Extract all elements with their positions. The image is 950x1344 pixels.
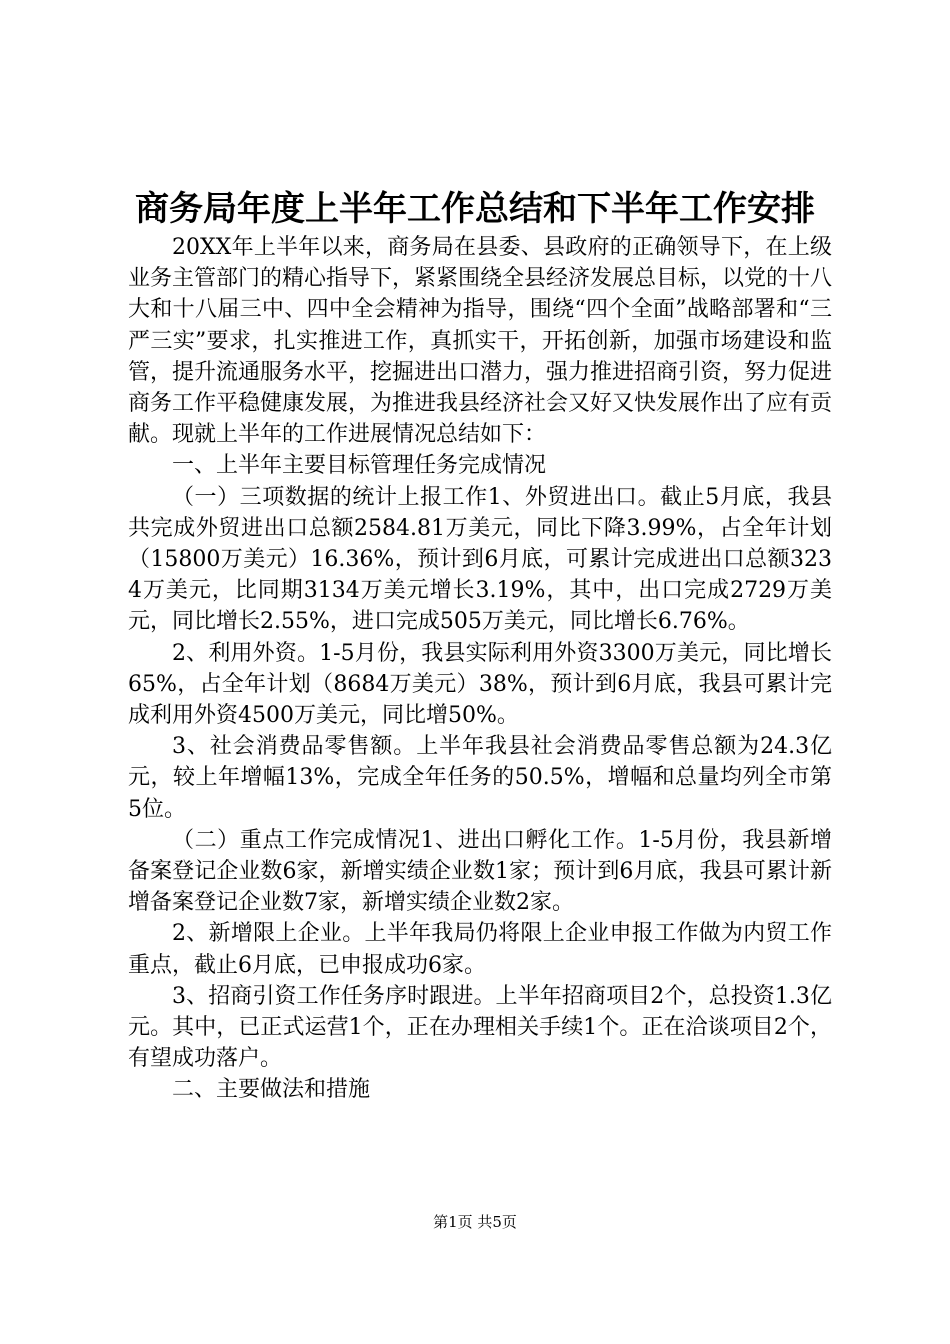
paragraph-intro: 20XX年上半年以来，商务局在县委、县政府的正确领导下，在上级业务主管部门的精心指导下，紧紧围绕全县经济发展总目标，以党的十八大和十八届三中、四中全会精神为指导，围绕“四个全面”战略部署和“三严三实”要求，扎实推进工作，真抓实干，开拓创新，加强市场建设和监管，提升流通服务水平，挖掘进出口潜力，强力推进招商引资，努力促进商务工作平稳健康发展，为推进我县经济社会又好又快发展作出了应有贡献。现就上半年的工作进展情况总结如下： [128, 235, 833, 448]
section-heading-2: 二、主要做法和措施 [172, 1077, 371, 1103]
document-title: 商务局年度上半年工作总结和下半年工作安排 [135, 189, 815, 229]
paragraph-foreign-trade: （一）三项数据的统计上报工作1、外贸进出口。截止5月底，我县共完成外贸进出口总额2584.81万美元，同比下降3.99%，占全年计划（15800万美元）16.36%，预计到6月底，可累计完成进出口总额3234万美元，比同期3134万美元增长3.19%，其中，出口完成2729万美元，同比增长2.55%，进口完成505万美元，同比增长6.76%。 [128, 484, 832, 635]
paragraph-key-work: （二）重点工作完成情况1、进出口孵化工作。1-5月份，我县新增备案登记企业数6家，新增实绩企业数1家；预计到6月底，我县可累计新增备案登记企业数7家，新增实绩企业数2家。 [128, 827, 832, 916]
paragraph-retail-sales: 3、社会消费品零售额。上半年我县社会消费品零售总额为24.3亿元，较上年增幅13%，完成全年任务的50.5%，增幅和总量均列全市第5位。 [128, 734, 832, 822]
section-heading-1: 一、上半年主要目标管理任务完成情况 [172, 453, 547, 479]
paragraph-new-enterprises: 2、新增限上企业。上半年我局仍将限上企业申报工作做为内贸工作重点，截止6月底，已申报成功6家。 [128, 921, 832, 978]
paragraph-investment-attraction: 3、招商引资工作任务序时跟进。上半年招商项目2个，总投资1.3亿元。其中，已正式运营1个，正在办理相关手续1个。正在洽谈项目2个，有望成功落户。 [128, 983, 832, 1072]
document-body [128, 232, 832, 1106]
paragraph-foreign-investment: 2、利用外资。1-5月份，我县实际利用外资3300万美元，同比增长65%，占全年计划（8684万美元）38%，预计到6月底，我县可累计完成利用外资4500万美元，同比增50%。 [128, 640, 832, 729]
page-footer: 第1页 共5页 [433, 1213, 517, 1231]
